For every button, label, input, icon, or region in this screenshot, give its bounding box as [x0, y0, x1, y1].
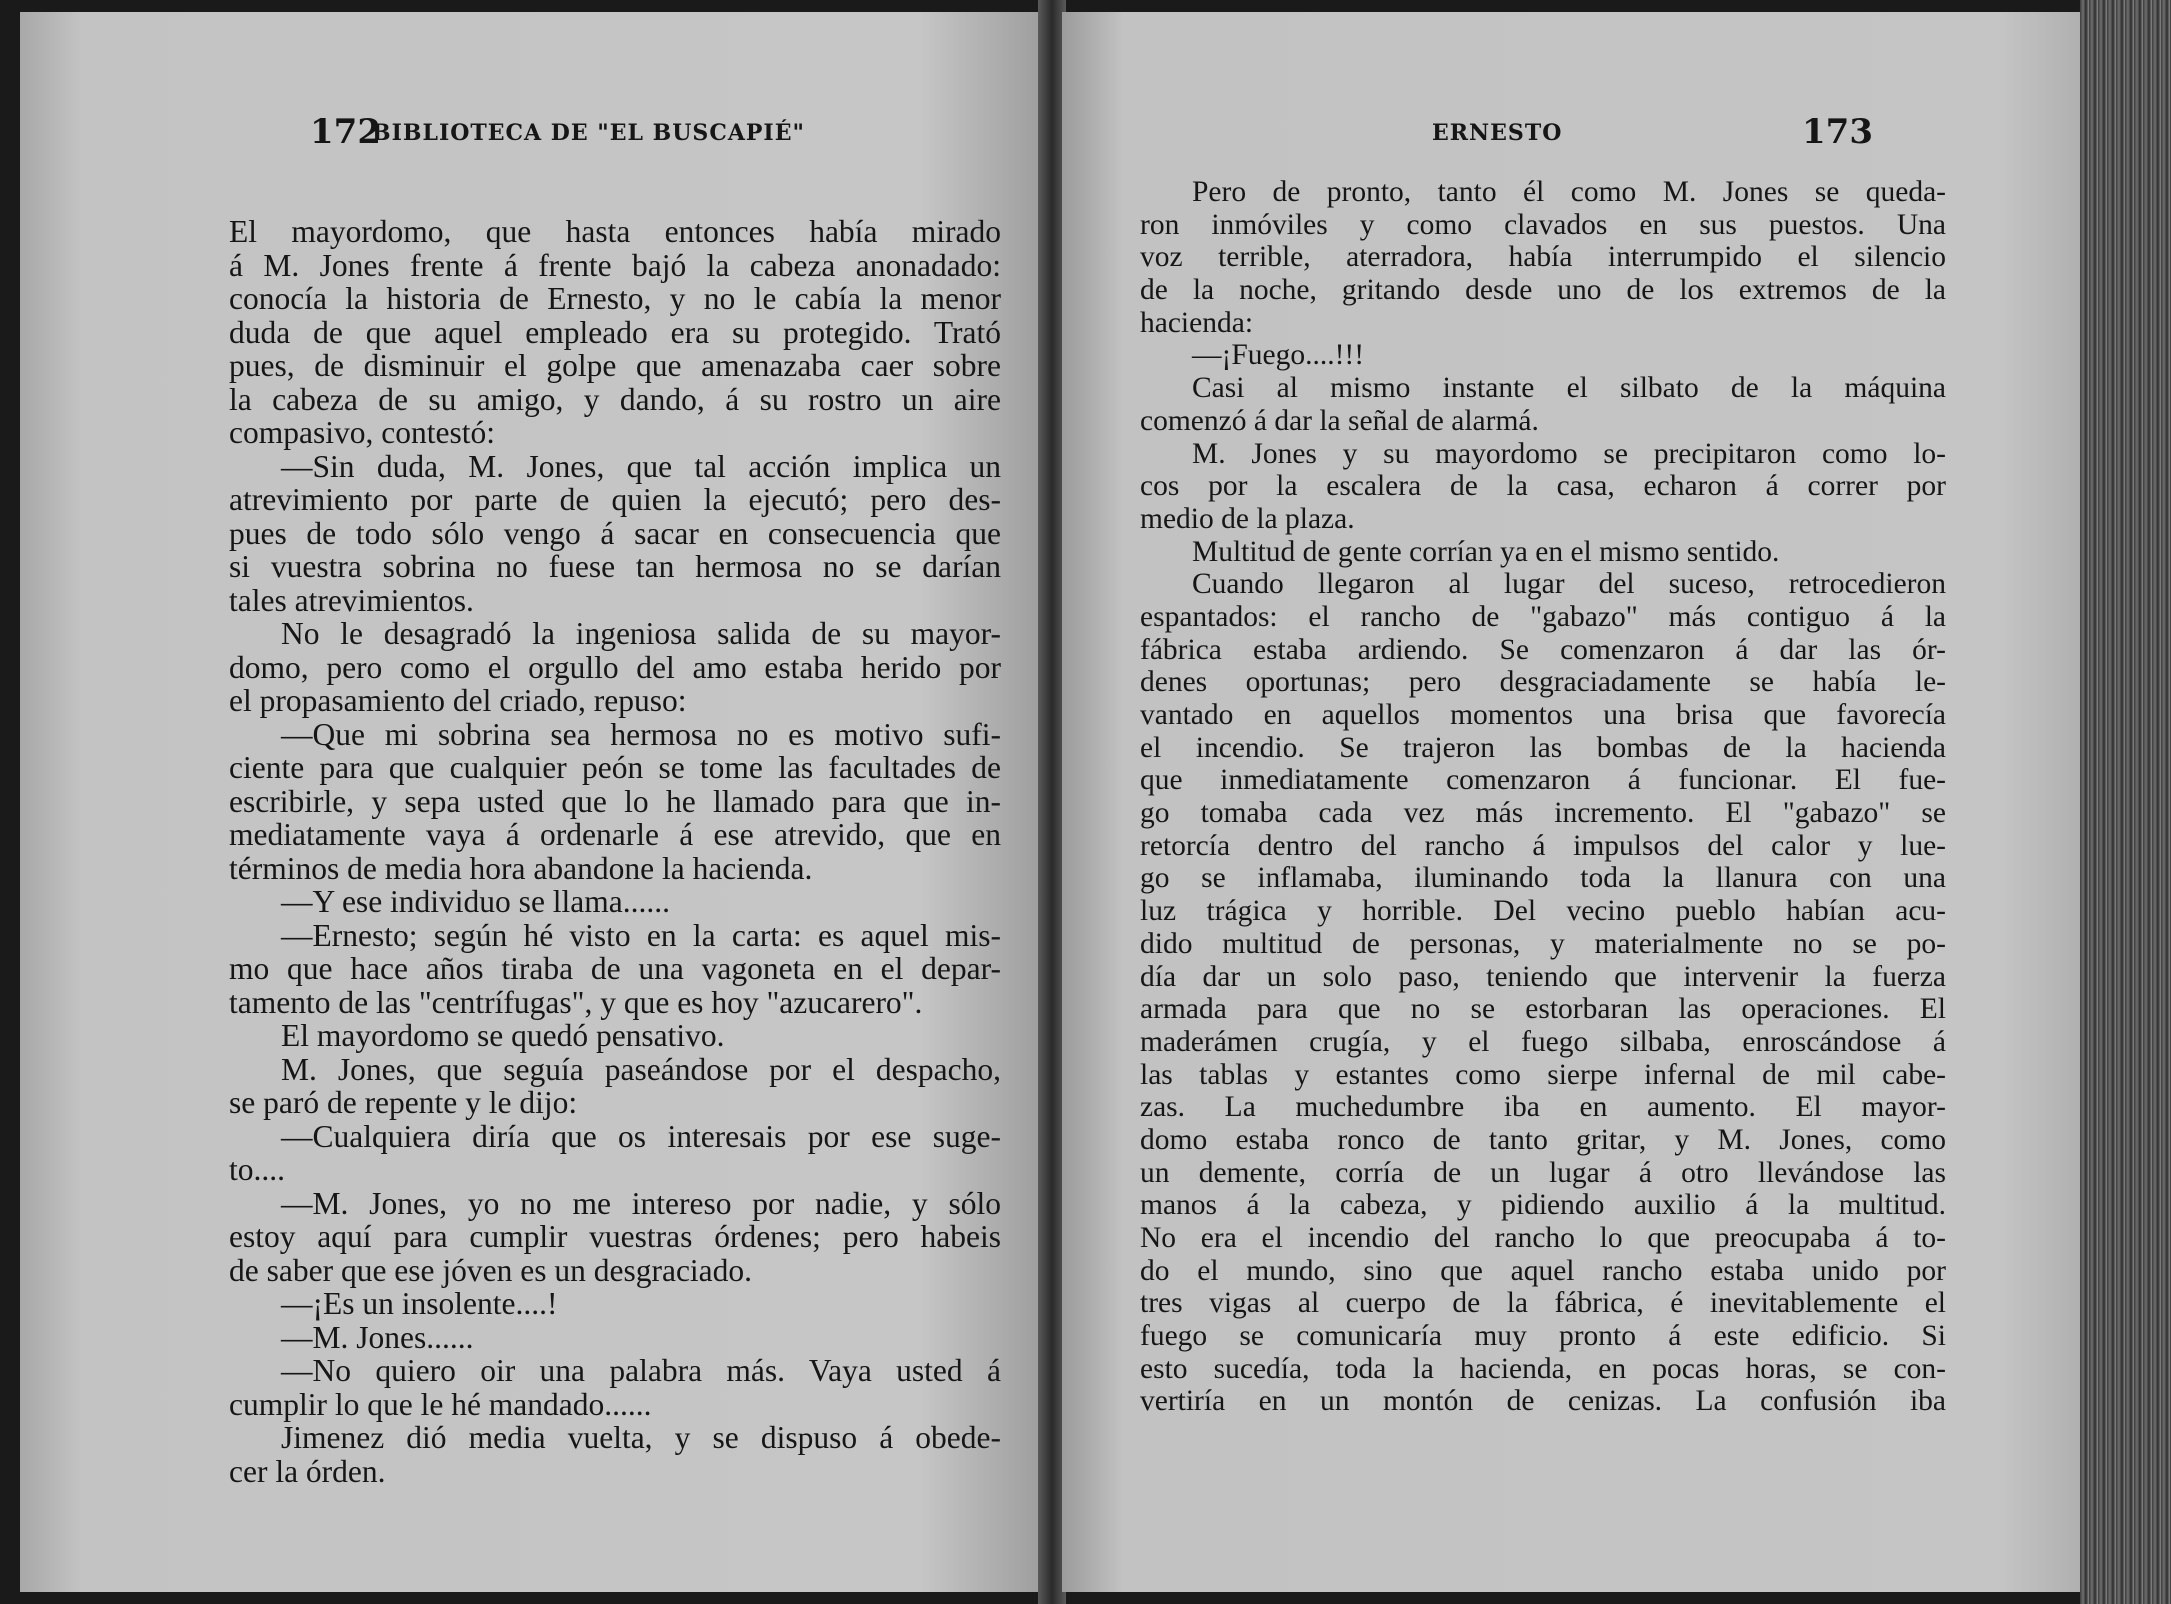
text-line: —M. Jones, yo no me intereso por nadie, y sólo [281, 1185, 1001, 1221]
text-line: duda de que aquel empleado era su protegido. Trató [229, 314, 1001, 350]
text-line: términos de media hora abandone la hacienda. [229, 850, 813, 886]
text-line: —Y ese individuo se llama...... [281, 884, 671, 919]
text-line: se paró de repente y le dijo: [229, 1085, 578, 1120]
text-line: pues, de disminuir el golpe que amenazaba caer sobre [229, 348, 1001, 383]
text-line: mo que hace años tiraba de una vagoneta en el depar- [229, 951, 1001, 986]
text-line: manos á la cabeza, y pidiendo auxilio á la multitud. [1140, 1189, 1946, 1222]
text-line: mediatamente vaya á ordenarle á ese atrevido, que en [229, 817, 1001, 852]
text-line: ron inmóviles y como clavados en sus puestos. Una [1140, 208, 1946, 241]
text-line: —M. Jones...... [281, 1319, 474, 1355]
page-edges [2080, 0, 2171, 1604]
text-line: tamento de las "centrífugas", y que es hoy "azucarero". [229, 984, 923, 1020]
text-line: zas. La muchedumbre iba en aumento. El mayor- [1140, 1091, 1946, 1124]
text-line: dido multitud de personas, y materialmente no se po- [1140, 927, 1946, 960]
text-line: domo estaba ronco de tanto gritar, y M. Jones, como [1140, 1123, 1946, 1156]
text-line: compasivo, contestó: [229, 415, 495, 450]
text-line: —Que mi sobrina sea hermosa no es motivo sufi- [281, 716, 1001, 752]
text-line: atrevimiento por parte de quien la ejecutó; pero des- [229, 482, 1001, 517]
running-head: BIBLIOTECA DE "EL BUSCAPIÉ" [372, 120, 805, 146]
text-line: Multitud de gente corrían ya en el mismo sentido. [1192, 535, 1780, 568]
running-head: ERNESTO [1432, 120, 1563, 146]
right-page [1062, 12, 2080, 1592]
text-line: fábrica estaba ardiendo. Se comenzaron á dar las ór- [1140, 633, 1946, 666]
text-line: esto sucedía, toda la hacienda, en pocas horas, se con- [1140, 1352, 1946, 1385]
text-line: comenzó á dar la señal de alarmá. [1140, 404, 1539, 437]
text-line: domo, pero como el orgullo del amo estaba herido por [229, 649, 1001, 685]
text-line: escribirle, y sepa usted que lo he llamado para que in- [229, 783, 1001, 819]
text-line: maderámen crugía, y el fuego silbaba, enroscándose á [1140, 1025, 1946, 1058]
text-line: las tablas y estantes como sierpe infernal de mil cabe- [1140, 1058, 1946, 1091]
text-line: hacienda: [1140, 306, 1254, 339]
page-number: 173 [1802, 112, 1873, 152]
left-page-header [310, 112, 1030, 162]
text-line: día dar un solo paso, teniendo que intervenir la fuerza [1140, 960, 1946, 993]
text-line: fuego se comunicaría muy pronto á este edificio. Si [1140, 1320, 1946, 1353]
text-line: á M. Jones frente á frente bajó la cabeza anonadado: [229, 247, 1001, 283]
text-line: M. Jones y su mayordomo se precipitaron como lo- [1192, 437, 1946, 470]
text-line: —No quiero oir una palabra más. Vaya usted á [281, 1353, 1001, 1388]
text-line: —Ernesto; según hé visto en la carta: es aquel mis- [281, 917, 1001, 953]
text-line: go tomaba cada vez más incremento. El "gabazo" se [1140, 797, 1946, 830]
text-line: No era el incendio del rancho lo que preocupaba á to- [1140, 1222, 1946, 1254]
text-line: Cuando llegaron al lugar del suceso, retrocedieron [1192, 568, 1946, 601]
text-line: medio de la plaza. [1140, 502, 1355, 535]
text-line: estoy aquí para cumplir vuestras órdenes; pero habeis [229, 1219, 1001, 1254]
text-line: Jimenez dió media vuelta, y se dispuso á obede- [281, 1420, 1001, 1455]
text-line: denes oportunas; pero desgraciadamente se había le- [1140, 666, 1946, 699]
text-line: tres vigas al cuerpo de la fábrica, é inevitablemente el [1140, 1287, 1946, 1320]
text-line: —¡Es un insolente....! [281, 1286, 558, 1321]
text-line: cumplir lo que le hé mandado...... [229, 1386, 652, 1422]
text-line: el incendio. Se trajeron las bombas de la hacienda [1140, 731, 1946, 764]
text-line: Casi al mismo instante el silbato de la máquina [1192, 372, 1946, 405]
text-line: cer la órden. [229, 1453, 386, 1489]
text-line: de saber que ese jóven es un desgraciado. [229, 1252, 753, 1288]
text-line: do el mundo, sino que aquel rancho estaba unido por [1140, 1254, 1946, 1287]
text-line: vertiría en un montón de cenizas. La confusión iba [1140, 1385, 1946, 1418]
text-line: luz trágica y horrible. Del vecino pueblo habían acu- [1140, 895, 1946, 928]
text-line: —¡Fuego....!!! [1192, 339, 1365, 372]
text-line: No le desagradó la ingeniosa salida de su mayor- [281, 616, 1001, 651]
text-line: cos por la escalera de la casa, echaron á correr por [1140, 470, 1946, 503]
text-line: espantados: el rancho de "gabazo" más contiguo á la [1140, 600, 1946, 633]
text-line: armada para que no se estorbaran las operaciones. El [1140, 993, 1946, 1026]
text-line: si vuestra sobrina no fuese tan hermosa no se darían [229, 549, 1001, 584]
left-page-text [229, 215, 1001, 1488]
text-line: tales atrevimientos. [229, 582, 474, 618]
text-line: ciente para que cualquier peón se tome las facultades de [229, 750, 1001, 785]
text-line: de la noche, gritando desde uno de los extremos de la [1140, 274, 1946, 307]
text-line: —Sin duda, M. Jones, que tal acción implica un [281, 448, 1001, 484]
text-line: conocía la historia de Ernesto, y no le cabía la menor [229, 281, 1001, 316]
text-line: —Cualquiera diría que os interesais por ese suge- [281, 1118, 1001, 1154]
text-line: que inmediatamente comenzaron á funcionar. El fue- [1140, 764, 1946, 797]
text-line: El mayordomo, que hasta entonces había mirado [229, 214, 1001, 249]
text-line: go se inflamaba, iluminando toda la llanura con una [1140, 862, 1946, 895]
text-line: voz terrible, aterradora, había interrumpido el silencio [1140, 241, 1946, 274]
text-line: to.... [229, 1152, 286, 1187]
text-line: la cabeza de su amigo, y dando, á su rostro un aire [229, 381, 1001, 417]
text-line: El mayordomo se quedó pensativo. [281, 1018, 725, 1053]
left-page [20, 12, 1042, 1592]
right-page-header [1192, 112, 1952, 162]
text-line: retorcía dentro del rancho á impulsos del calor y lue- [1140, 829, 1946, 862]
page-number: 172 [310, 112, 381, 152]
text-line: un demente, corría de un lugar á otro llevándose las [1140, 1156, 1946, 1189]
text-line: vantado en aquellos momentos una brisa que favorecía [1140, 699, 1946, 731]
text-line: Pero de pronto, tanto él como M. Jones se queda- [1192, 176, 1946, 208]
text-line: pues de todo sólo vengo á sacar en consecuencia que [229, 515, 1001, 551]
text-line: M. Jones, que seguía paseándose por el despacho, [281, 1051, 1001, 1087]
text-line: el propasamiento del criado, repuso: [229, 683, 687, 718]
right-page-text [1140, 176, 1946, 1418]
